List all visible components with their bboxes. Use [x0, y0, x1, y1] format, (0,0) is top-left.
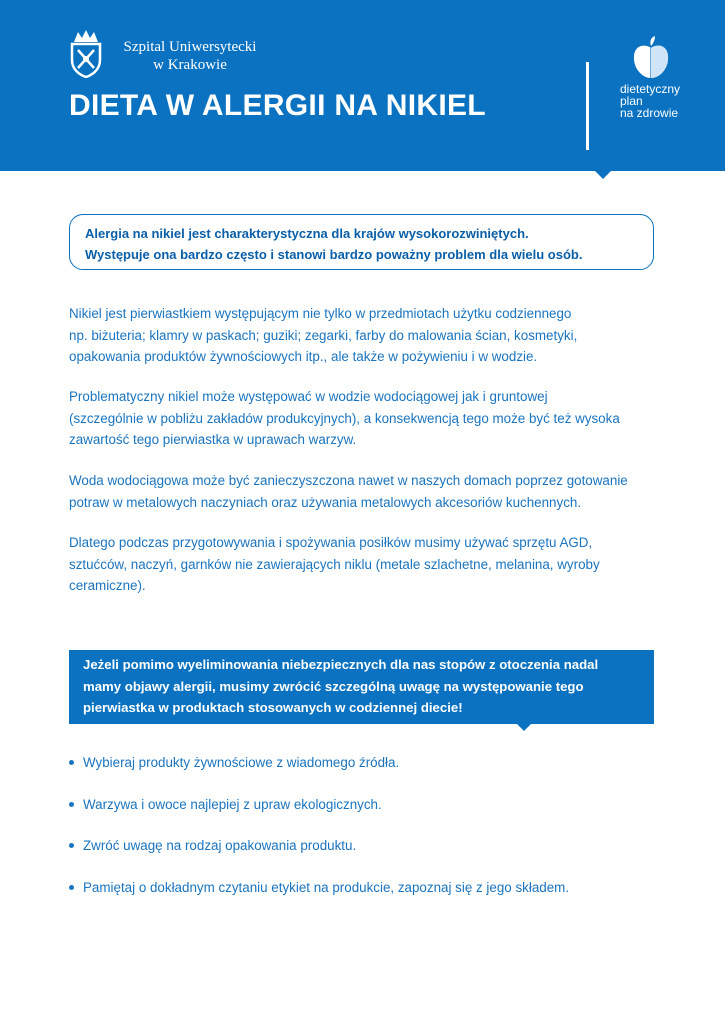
tip-text: Warzywa i owoce najlepiej z upraw ekologicznych. [83, 796, 382, 812]
paragraph-3 [69, 470, 659, 513]
hospital-name-line1: Szpital Uniwersytecki [123, 39, 257, 55]
program-line3: na zdrowie [620, 106, 679, 120]
tip-text: Pamiętaj o dokładnym czytaniu etykiet na produkcie, zapoznaj się z jego składem. [83, 879, 570, 895]
program-line2: plan [620, 94, 643, 108]
paragraph-4-line: sztućców, naczyń, garnków nie zawierających niklu (metale szlachetne, melanina, wyroby [69, 556, 600, 572]
program-logo-text [620, 83, 680, 119]
bullet-icon [69, 760, 74, 765]
bullet-icon [69, 885, 74, 890]
paragraph-2-line: (szczególnie w pobliżu zakładów produkcyjnych), a konsekwencją tego może być też wysoka [69, 410, 620, 426]
intro-line1: Alergia na nikiel jest charakterystyczna dla krajów wysokorozwiniętych. [85, 226, 529, 241]
paragraph-1-line: Nikiel jest pierwiastkiem występującym nie tylko w przedmiotach użytku codziennego [69, 306, 572, 321]
hospital-crest-icon [66, 28, 106, 78]
header-banner [0, 0, 725, 171]
intro-box [69, 214, 654, 270]
bullet-icon [69, 802, 74, 807]
paragraph-1-line: np. biżuteria; klamry w paskach; guziki; zegarki, farby do malowania ścian, kosmetyki, [69, 327, 578, 343]
paragraph-4-line: ceramiczne). [69, 578, 146, 593]
tip-text: Zwróć uwagę na rodzaj opakowania produktu. [83, 838, 357, 853]
header-pointer [594, 170, 612, 179]
header-divider [586, 62, 589, 150]
tip-text: Wybieraj produkty żywnościowe z wiadomego źródła. [83, 755, 400, 770]
callout-box [69, 650, 654, 724]
paragraph-3-line: potraw w metalowych naczyniach oraz używania metalowych akcesoriów kuchennych. [69, 494, 582, 510]
list-item [69, 752, 659, 794]
hospital-name-line2: w Krakowie [153, 57, 227, 73]
paragraph-4-line: Dlatego podczas przygotowywania i spożywania posiłków musimy używać sprzętu AGD, [69, 535, 593, 550]
paragraph-3-line: Woda wodociągowa może być zanieczyszczona nawet w naszych domach poprzez gotowanie [69, 473, 628, 488]
paragraph-1 [69, 303, 659, 368]
callout-pointer [516, 723, 532, 731]
paragraph-4 [69, 532, 659, 597]
paragraph-2-line: Problematyczny nikiel może występować w wodzie wodociągowej jak i gruntowej [69, 389, 548, 404]
page-title: DIETA W ALERGII NA NIKIEL [69, 89, 486, 122]
tips-list [69, 752, 659, 918]
list-item [69, 794, 659, 836]
intro-line2: Występuje ona bardzo często i stanowi bardzo poważny problem dla wielu osób. [85, 247, 583, 262]
callout-line2: mamy objawy alergii, musimy zwrócić szczególną uwagę na występowanie tego [83, 678, 584, 694]
bullet-icon [69, 843, 74, 848]
paragraph-1-line: opakowania produktów żywnościowych itp., ale także w pożywieniu i w wodzie. [69, 349, 538, 364]
paragraph-2-line: zawartość tego pierwiastka w uprawach warzyw. [69, 432, 357, 447]
paragraph-2 [69, 386, 659, 451]
apple-icon [632, 36, 670, 80]
program-line1: dietetyczny [620, 82, 681, 96]
list-item [69, 877, 659, 919]
list-item [69, 835, 659, 877]
hospital-name [120, 38, 260, 74]
callout-line3: pierwiastka w produktach stosowanych w codziennej diecie! [83, 700, 463, 715]
callout-line1: Jeżeli pomimo wyeliminowania niebezpiecznych dla nas stopów z otoczenia nadal [83, 657, 599, 672]
